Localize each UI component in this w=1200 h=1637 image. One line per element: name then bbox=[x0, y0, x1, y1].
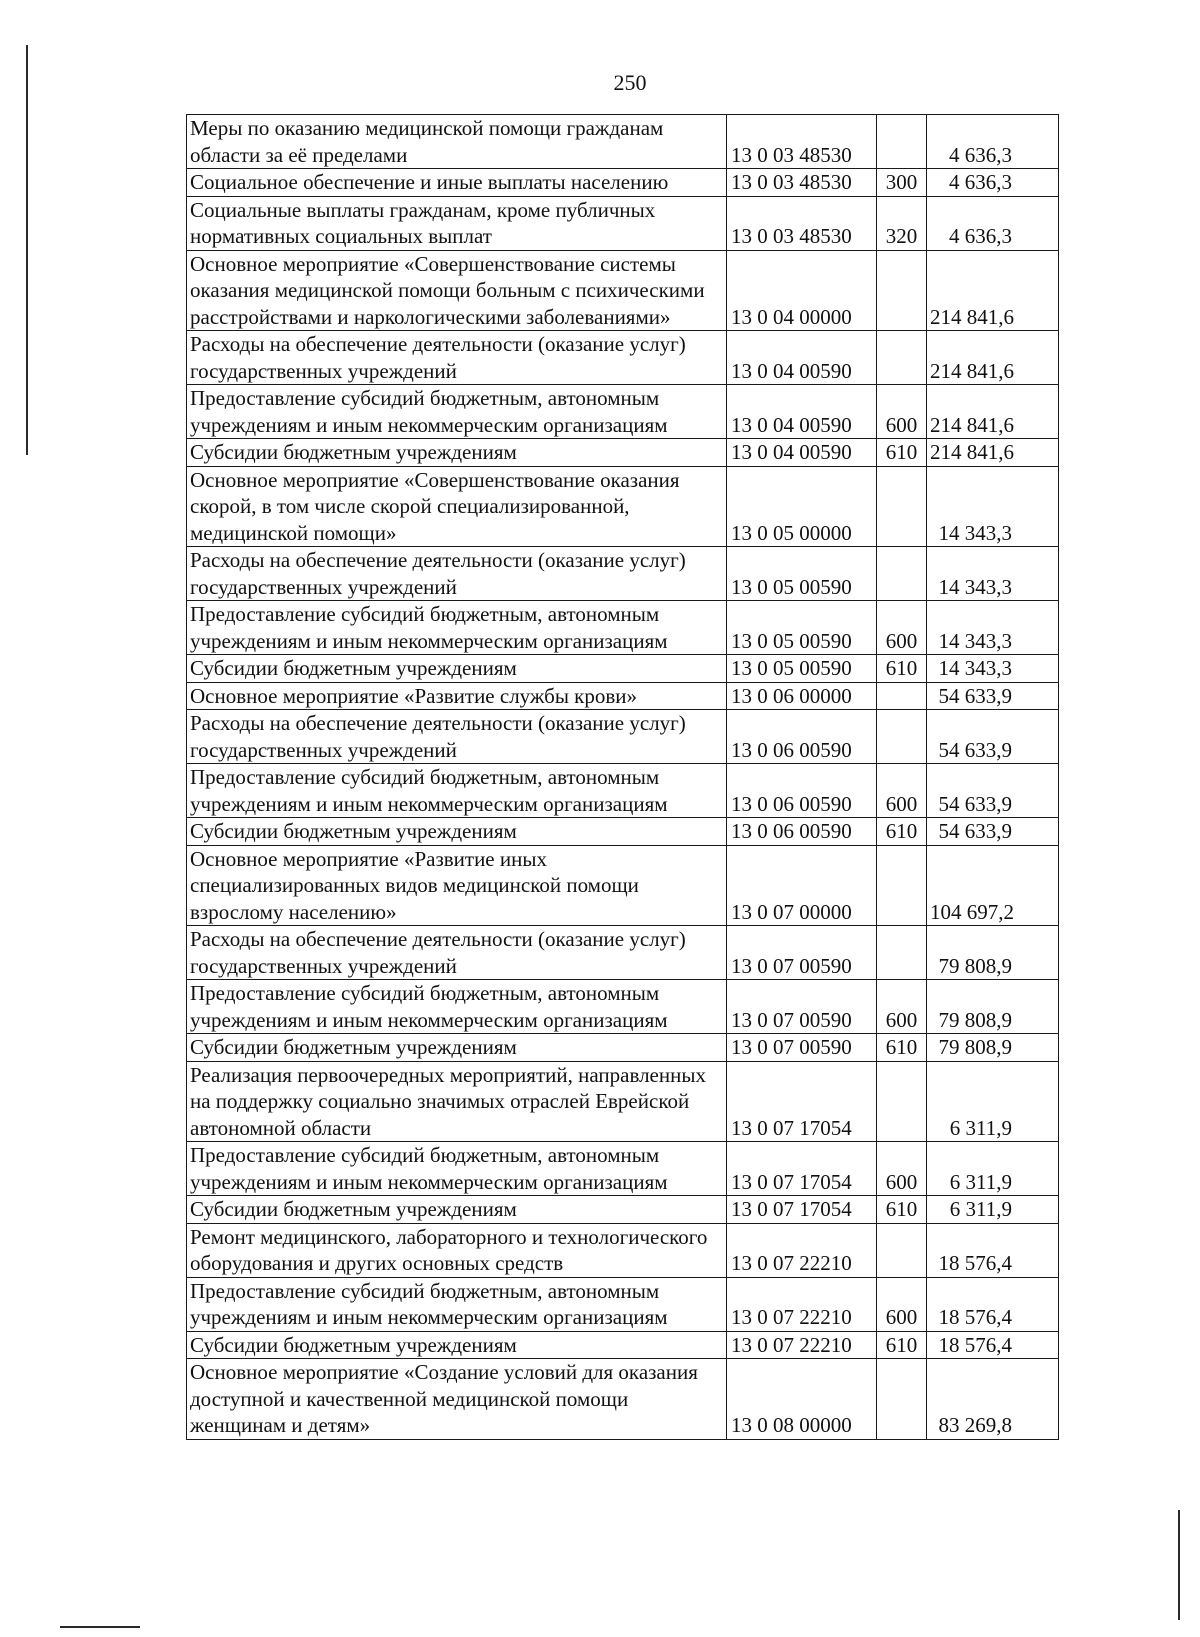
row-amount-cell: 6 311,9 bbox=[927, 1061, 1059, 1142]
row-expense-type-cell: 600 bbox=[877, 385, 927, 439]
row-code-cell: 13 0 07 00000 bbox=[727, 845, 877, 926]
row-amount-cell: 54 633,9 bbox=[927, 764, 1059, 818]
table-row bbox=[187, 980, 1059, 1034]
row-expense-type-cell bbox=[877, 250, 927, 331]
row-name-cell: Субсидии бюджетным учреждениям bbox=[187, 1196, 727, 1224]
table-row bbox=[187, 115, 1059, 169]
table-row bbox=[187, 1359, 1059, 1440]
row-name-cell: Меры по оказанию медицинской помощи гражданам области за её пределами bbox=[187, 115, 727, 169]
table-row bbox=[187, 601, 1059, 655]
row-name-cell: Расходы на обеспечение деятельности (оказание услуг) государственных учреждений bbox=[187, 926, 727, 980]
row-expense-type-cell bbox=[877, 926, 927, 980]
table-row bbox=[187, 1061, 1059, 1142]
row-name-cell: Основное мероприятие «Создание условий для оказания доступной и качественной медицинской помощи женщинам и детям» bbox=[187, 1359, 727, 1440]
table-row bbox=[187, 331, 1059, 385]
row-code-cell: 13 0 05 00590 bbox=[727, 601, 877, 655]
row-amount-cell: 54 633,9 bbox=[927, 710, 1059, 764]
table-row bbox=[187, 1034, 1059, 1062]
scan-margin-line-right bbox=[1178, 1510, 1180, 1620]
row-name-cell: Реализация первоочередных мероприятий, направленных на поддержку социально значимых отраслей Еврейской автономной области bbox=[187, 1061, 727, 1142]
row-name-cell: Субсидии бюджетным учреждениям bbox=[187, 1034, 727, 1062]
row-code-cell: 13 0 03 48530 bbox=[727, 196, 877, 250]
scan-margin-line-left bbox=[26, 45, 28, 455]
row-expense-type-cell bbox=[877, 1061, 927, 1142]
row-expense-type-cell bbox=[877, 466, 927, 547]
row-name-cell: Субсидии бюджетным учреждениям bbox=[187, 818, 727, 846]
row-expense-type-cell: 600 bbox=[877, 1142, 927, 1196]
page-number: 250 bbox=[613, 70, 647, 95]
row-expense-type-cell bbox=[877, 682, 927, 710]
row-amount-cell: 18 576,4 bbox=[927, 1331, 1059, 1359]
row-code-cell: 13 0 06 00000 bbox=[727, 682, 877, 710]
row-expense-type-cell bbox=[877, 845, 927, 926]
row-code-cell: 13 0 07 22210 bbox=[727, 1277, 877, 1331]
row-code-cell: 13 0 04 00590 bbox=[727, 331, 877, 385]
row-code-cell: 13 0 03 48530 bbox=[727, 115, 877, 169]
row-code-cell: 13 0 07 17054 bbox=[727, 1142, 877, 1196]
row-expense-type-cell bbox=[877, 547, 927, 601]
row-code-cell: 13 0 03 48530 bbox=[727, 169, 877, 197]
table-row bbox=[187, 1196, 1059, 1224]
row-amount-cell: 104 697,2 bbox=[927, 845, 1059, 926]
row-amount-cell: 6 311,9 bbox=[927, 1196, 1059, 1224]
row-amount-cell: 18 576,4 bbox=[927, 1223, 1059, 1277]
table-row bbox=[187, 845, 1059, 926]
table-row bbox=[187, 169, 1059, 197]
row-code-cell: 13 0 06 00590 bbox=[727, 764, 877, 818]
row-expense-type-cell: 600 bbox=[877, 601, 927, 655]
row-code-cell: 13 0 07 17054 bbox=[727, 1061, 877, 1142]
row-expense-type-cell: 300 bbox=[877, 169, 927, 197]
row-amount-cell: 214 841,6 bbox=[927, 250, 1059, 331]
row-amount-cell: 14 343,3 bbox=[927, 601, 1059, 655]
row-name-cell: Социальные выплаты гражданам, кроме публичных нормативных социальных выплат bbox=[187, 196, 727, 250]
row-name-cell: Субсидии бюджетным учреждениям bbox=[187, 439, 727, 467]
table-row bbox=[187, 818, 1059, 846]
row-name-cell: Субсидии бюджетным учреждениям bbox=[187, 655, 727, 683]
row-code-cell: 13 0 04 00590 bbox=[727, 385, 877, 439]
row-name-cell: Расходы на обеспечение деятельности (оказание услуг) государственных учреждений bbox=[187, 331, 727, 385]
row-expense-type-cell: 320 bbox=[877, 196, 927, 250]
row-expense-type-cell: 610 bbox=[877, 1034, 927, 1062]
row-code-cell: 13 0 04 00590 bbox=[727, 439, 877, 467]
table-row bbox=[187, 1331, 1059, 1359]
table-row bbox=[187, 682, 1059, 710]
row-amount-cell: 79 808,9 bbox=[927, 926, 1059, 980]
row-name-cell: Социальное обеспечение и иные выплаты населению bbox=[187, 169, 727, 197]
row-code-cell: 13 0 06 00590 bbox=[727, 710, 877, 764]
row-expense-type-cell: 610 bbox=[877, 1196, 927, 1224]
row-name-cell: Субсидии бюджетным учреждениям bbox=[187, 1331, 727, 1359]
budget-table bbox=[186, 114, 1059, 1440]
table-row bbox=[187, 1223, 1059, 1277]
table-row bbox=[187, 764, 1059, 818]
row-code-cell: 13 0 05 00590 bbox=[727, 547, 877, 601]
table-row bbox=[187, 385, 1059, 439]
table-row bbox=[187, 1142, 1059, 1196]
budget-table-body bbox=[187, 115, 1059, 1440]
table-row bbox=[187, 926, 1059, 980]
table-row bbox=[187, 1277, 1059, 1331]
row-code-cell: 13 0 08 00000 bbox=[727, 1359, 877, 1440]
row-amount-cell: 214 841,6 bbox=[927, 331, 1059, 385]
row-expense-type-cell bbox=[877, 1223, 927, 1277]
row-amount-cell: 4 636,3 bbox=[927, 169, 1059, 197]
row-name-cell: Расходы на обеспечение деятельности (оказание услуг) государственных учреждений bbox=[187, 710, 727, 764]
row-code-cell: 13 0 05 00000 bbox=[727, 466, 877, 547]
table-row bbox=[187, 250, 1059, 331]
row-code-cell: 13 0 07 22210 bbox=[727, 1223, 877, 1277]
row-amount-cell: 83 269,8 bbox=[927, 1359, 1059, 1440]
row-expense-type-cell bbox=[877, 331, 927, 385]
row-amount-cell: 79 808,9 bbox=[927, 1034, 1059, 1062]
row-expense-type-cell: 600 bbox=[877, 764, 927, 818]
row-amount-cell: 54 633,9 bbox=[927, 818, 1059, 846]
row-amount-cell: 14 343,3 bbox=[927, 655, 1059, 683]
row-expense-type-cell: 610 bbox=[877, 655, 927, 683]
row-expense-type-cell: 610 bbox=[877, 818, 927, 846]
row-expense-type-cell: 610 bbox=[877, 1331, 927, 1359]
table-row bbox=[187, 655, 1059, 683]
row-name-cell: Основное мероприятие «Совершенствование системы оказания медицинской помощи больным с психическими расстройствами и наркологическими заболеваниями» bbox=[187, 250, 727, 331]
row-expense-type-cell: 600 bbox=[877, 1277, 927, 1331]
row-expense-type-cell bbox=[877, 115, 927, 169]
row-amount-cell: 6 311,9 bbox=[927, 1142, 1059, 1196]
row-name-cell: Основное мероприятие «Развитие иных специализированных видов медицинской помощи взрослому населению» bbox=[187, 845, 727, 926]
row-expense-type-cell bbox=[877, 1359, 927, 1440]
row-code-cell: 13 0 07 22210 bbox=[727, 1331, 877, 1359]
row-code-cell: 13 0 07 17054 bbox=[727, 1196, 877, 1224]
table-row bbox=[187, 466, 1059, 547]
row-code-cell: 13 0 04 00000 bbox=[727, 250, 877, 331]
row-expense-type-cell: 610 bbox=[877, 439, 927, 467]
row-name-cell: Предоставление субсидий бюджетным, автономным учреждениям и иным некоммерческим организациям bbox=[187, 601, 727, 655]
row-name-cell: Основное мероприятие «Развитие службы крови» bbox=[187, 682, 727, 710]
row-amount-cell: 14 343,3 bbox=[927, 466, 1059, 547]
row-amount-cell: 4 636,3 bbox=[927, 196, 1059, 250]
row-amount-cell: 79 808,9 bbox=[927, 980, 1059, 1034]
row-name-cell: Предоставление субсидий бюджетным, автономным учреждениям и иным некоммерческим организациям bbox=[187, 1277, 727, 1331]
row-expense-type-cell bbox=[877, 710, 927, 764]
row-amount-cell: 214 841,6 bbox=[927, 439, 1059, 467]
row-name-cell: Предоставление субсидий бюджетным, автономным учреждениям и иным некоммерческим организациям bbox=[187, 764, 727, 818]
row-expense-type-cell: 600 bbox=[877, 980, 927, 1034]
row-code-cell: 13 0 07 00590 bbox=[727, 1034, 877, 1062]
row-name-cell: Расходы на обеспечение деятельности (оказание услуг) государственных учреждений bbox=[187, 547, 727, 601]
row-amount-cell: 214 841,6 bbox=[927, 385, 1059, 439]
row-code-cell: 13 0 07 00590 bbox=[727, 926, 877, 980]
table-row bbox=[187, 196, 1059, 250]
row-amount-cell: 54 633,9 bbox=[927, 682, 1059, 710]
row-name-cell: Основное мероприятие «Совершенствование оказания скорой, в том числе скорой специализированной, медицинской помощи» bbox=[187, 466, 727, 547]
row-name-cell: Ремонт медицинского, лабораторного и технологического оборудования и других основных средств bbox=[187, 1223, 727, 1277]
row-name-cell: Предоставление субсидий бюджетным, автономным учреждениям и иным некоммерческим организациям bbox=[187, 385, 727, 439]
row-name-cell: Предоставление субсидий бюджетным, автономным учреждениям и иным некоммерческим организациям bbox=[187, 1142, 727, 1196]
table-row bbox=[187, 547, 1059, 601]
row-amount-cell: 18 576,4 bbox=[927, 1277, 1059, 1331]
row-code-cell: 13 0 07 00590 bbox=[727, 980, 877, 1034]
row-amount-cell: 14 343,3 bbox=[927, 547, 1059, 601]
table-row bbox=[187, 439, 1059, 467]
row-code-cell: 13 0 06 00590 bbox=[727, 818, 877, 846]
row-code-cell: 13 0 05 00590 bbox=[727, 655, 877, 683]
row-amount-cell: 4 636,3 bbox=[927, 115, 1059, 169]
scan-margin-line-bottom bbox=[60, 1626, 140, 1628]
row-name-cell: Предоставление субсидий бюджетным, автономным учреждениям и иным некоммерческим организациям bbox=[187, 980, 727, 1034]
table-row bbox=[187, 710, 1059, 764]
